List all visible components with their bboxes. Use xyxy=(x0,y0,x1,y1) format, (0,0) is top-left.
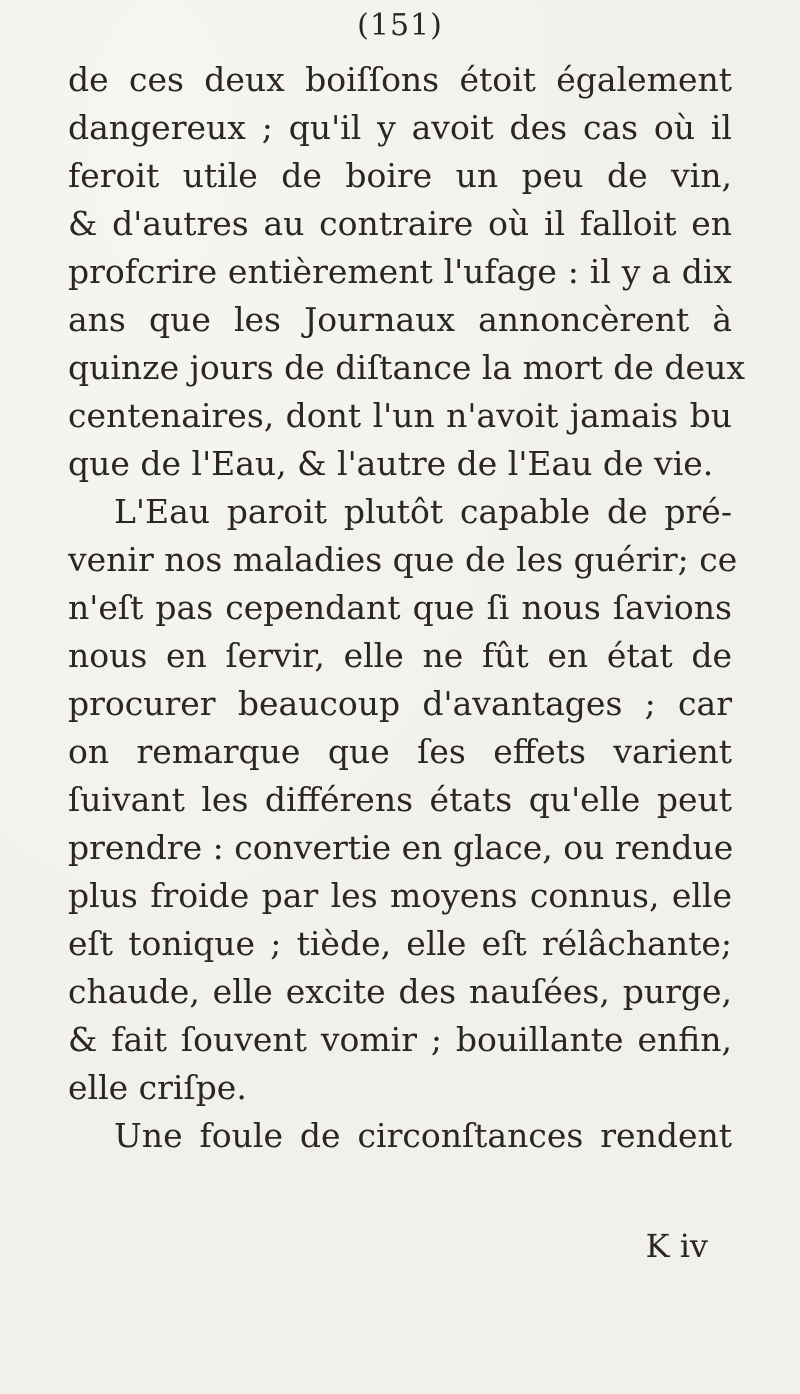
paragraph-start-line: Une foule de circonſtances rendent xyxy=(114,1116,732,1155)
text-line: ſuivant les différens états qu'elle peut xyxy=(68,780,732,819)
text-line: on remarque que ſes effets varient xyxy=(68,732,732,771)
body-text xyxy=(68,56,745,1160)
text-line: dangereux ; qu'il y avoit des cas où il xyxy=(68,108,732,147)
text-line: procurer beaucoup d'avantages ; car xyxy=(68,684,732,723)
page-number: (151) xyxy=(357,8,443,43)
text-line: venir nos maladies que de les guérir; ce xyxy=(68,540,738,579)
text-line: chaude, elle excite des nauſées, purge, xyxy=(68,972,732,1011)
text-line: eſt tonique ; tiède, elle eſt rélâchante; xyxy=(68,924,732,963)
text-line: & fait ſouvent vomir ; bouillante enfin, xyxy=(68,1020,732,1059)
signature-mark: K iv xyxy=(645,1227,708,1265)
text-line: feroit utile de boire un peu de vin, xyxy=(68,156,732,195)
text-line: plus froide par les moyens connus, elle xyxy=(68,876,732,915)
text-line: n'eſt pas cependant que ſi nous ſavions xyxy=(68,588,732,627)
text-line: de ces deux boiſſons étoit également xyxy=(68,60,732,99)
text-line: profcrire entièrement l'ufage : il y a dix xyxy=(68,252,732,291)
text-line: centenaires, dont l'un n'avoit jamais bu xyxy=(68,396,732,435)
text-line: prendre : convertie en glace, ou rendue xyxy=(68,828,734,867)
text-line: nous en ſervir, elle ne fût en état de xyxy=(68,636,732,675)
text-line: ans que les Journaux annoncèrent à xyxy=(68,300,732,339)
text-line: elle criſpe. xyxy=(68,1068,247,1107)
paragraph-start-line: L'Eau paroit plutôt capable de pré- xyxy=(114,492,732,531)
text-line: & d'autres au contraire où il falloit en xyxy=(68,204,732,243)
text-line: quinze jours de diſtance la mort de deux xyxy=(68,348,745,387)
text-line: que de l'Eau, & l'autre de l'Eau de vie. xyxy=(68,444,714,483)
